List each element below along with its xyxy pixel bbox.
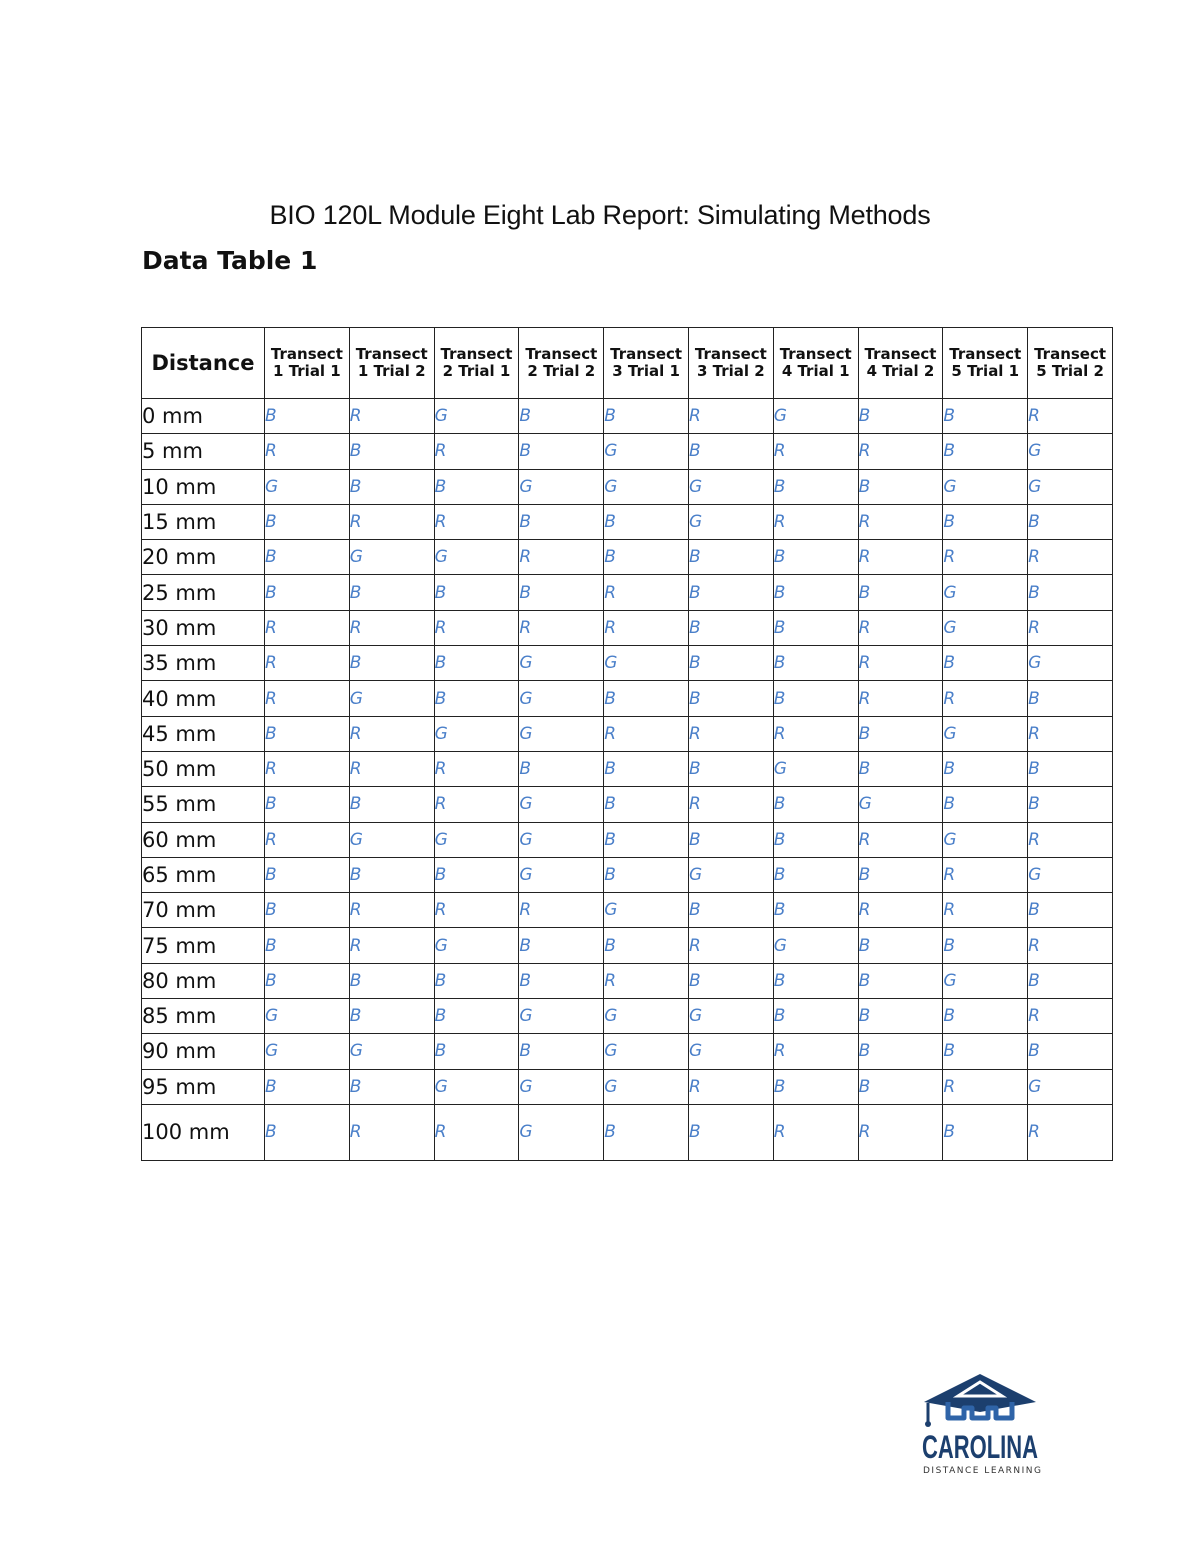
distance-cell: 15 mm (142, 504, 265, 539)
data-cell: G (688, 999, 773, 1034)
data-cell: B (688, 434, 773, 469)
data-cell: G (604, 434, 689, 469)
data-cell: G (434, 716, 519, 751)
data-cell: B (265, 963, 350, 998)
table-row (142, 1069, 1113, 1104)
data-cell: G (265, 1034, 350, 1069)
data-cell: B (519, 434, 604, 469)
data-cell: R (434, 434, 519, 469)
data-cell: B (604, 1104, 689, 1160)
data-cell: R (519, 540, 604, 575)
data-cell: B (773, 822, 858, 857)
data-cell: G (349, 540, 434, 575)
data-cell: G (688, 469, 773, 504)
logo-tagline-text: DISTANCE LEARNING (923, 1466, 1041, 1476)
data-cell: G (688, 857, 773, 892)
data-cell: G (519, 681, 604, 716)
data-cell: B (349, 1069, 434, 1104)
logo-brand-text: CAROLINA (922, 1429, 1038, 1465)
data-cell: B (265, 399, 350, 434)
document-title: BIO 120L Module Eight Lab Report: Simulating Methods (269, 200, 931, 230)
data-cell: B (773, 893, 858, 928)
data-cell: G (604, 999, 689, 1034)
column-header: Transect 5 Trial 1 (943, 328, 1028, 399)
data-cell: B (434, 999, 519, 1034)
data-cell: R (858, 434, 943, 469)
data-cell: B (773, 610, 858, 645)
data-cell: B (858, 575, 943, 610)
data-cell: G (1028, 646, 1113, 681)
data-cell: G (943, 716, 1028, 751)
data-cell: G (519, 787, 604, 822)
data-cell: B (688, 681, 773, 716)
distance-cell: 35 mm (142, 646, 265, 681)
distance-cell: 10 mm (142, 469, 265, 504)
table-row (142, 893, 1113, 928)
table-row (142, 469, 1113, 504)
data-cell: R (773, 434, 858, 469)
distance-header: Distance (142, 328, 265, 399)
data-cell: R (1028, 540, 1113, 575)
column-header: Transect 4 Trial 1 (773, 328, 858, 399)
data-cell: R (688, 716, 773, 751)
table-row (142, 399, 1113, 434)
data-cell: B (858, 1069, 943, 1104)
data-cell: B (943, 751, 1028, 786)
data-cell: B (265, 716, 350, 751)
data-cell: B (349, 646, 434, 681)
data-cell: R (519, 610, 604, 645)
data-cell: B (349, 575, 434, 610)
data-cell: B (858, 857, 943, 892)
data-cell: R (773, 1104, 858, 1160)
distance-cell: 30 mm (142, 610, 265, 645)
data-cell: B (943, 1104, 1028, 1160)
distance-cell: 90 mm (142, 1034, 265, 1069)
data-cell: B (688, 893, 773, 928)
data-cell: R (434, 787, 519, 822)
data-cell: B (434, 646, 519, 681)
data-cell: R (265, 822, 350, 857)
data-cell: B (1028, 787, 1113, 822)
data-cell: B (604, 857, 689, 892)
data-cell: R (434, 610, 519, 645)
data-cell: B (519, 928, 604, 963)
data-cell: R (604, 575, 689, 610)
data-cell: B (858, 999, 943, 1034)
table-row (142, 504, 1113, 539)
data-cell: R (858, 540, 943, 575)
data-cell: B (604, 822, 689, 857)
distance-cell: 85 mm (142, 999, 265, 1034)
data-cell: G (265, 469, 350, 504)
data-cell: B (773, 963, 858, 998)
table-row (142, 999, 1113, 1034)
data-cell: R (858, 646, 943, 681)
data-cell: R (1028, 822, 1113, 857)
data-cell: R (688, 787, 773, 822)
distance-cell: 70 mm (142, 893, 265, 928)
table-row (142, 822, 1113, 857)
data-cell: G (519, 999, 604, 1034)
distance-cell: 60 mm (142, 822, 265, 857)
data-cell: B (943, 1034, 1028, 1069)
column-header: Transect 2 Trial 1 (434, 328, 519, 399)
data-cell: G (265, 999, 350, 1034)
data-cell: B (858, 963, 943, 998)
data-cell: B (434, 575, 519, 610)
data-cell: R (349, 399, 434, 434)
data-cell: B (349, 857, 434, 892)
data-cell: G (604, 1069, 689, 1104)
data-cell: B (265, 928, 350, 963)
data-cell: G (519, 857, 604, 892)
data-cell: B (688, 575, 773, 610)
data-cell: R (688, 1069, 773, 1104)
data-cell: R (688, 399, 773, 434)
data-cell: R (604, 716, 689, 751)
data-cell: R (349, 610, 434, 645)
data-cell: R (773, 504, 858, 539)
table-row (142, 1034, 1113, 1069)
data-cell: R (265, 681, 350, 716)
data-cell: G (688, 504, 773, 539)
data-cell: B (349, 999, 434, 1034)
data-cell: G (943, 963, 1028, 998)
data-cell: B (688, 646, 773, 681)
data-cell: B (688, 1104, 773, 1160)
data-cell: R (349, 1104, 434, 1160)
column-header: Transect 5 Trial 2 (1028, 328, 1113, 399)
table-row (142, 928, 1113, 963)
data-cell: G (1028, 857, 1113, 892)
data-cell: G (519, 469, 604, 504)
data-cell: B (519, 751, 604, 786)
data-cell: R (773, 1034, 858, 1069)
data-cell: B (943, 646, 1028, 681)
data-cell: R (1028, 399, 1113, 434)
data-cell: R (858, 1104, 943, 1160)
data-cell: B (943, 928, 1028, 963)
data-cell: G (434, 822, 519, 857)
data-cell: B (604, 751, 689, 786)
table-row (142, 1104, 1113, 1160)
table-row (142, 857, 1113, 892)
data-cell: G (943, 610, 1028, 645)
data-cell: R (1028, 1104, 1113, 1160)
data-cell: G (773, 928, 858, 963)
data-cell: R (349, 716, 434, 751)
data-cell: B (1028, 504, 1113, 539)
data-cell: B (858, 928, 943, 963)
data-cell: B (688, 751, 773, 786)
data-cell: G (434, 928, 519, 963)
data-cell: R (265, 610, 350, 645)
data-cell: B (943, 787, 1028, 822)
table-row (142, 575, 1113, 610)
data-cell: B (265, 540, 350, 575)
data-cell: B (688, 540, 773, 575)
data-cell: B (604, 787, 689, 822)
data-cell: G (349, 1034, 434, 1069)
column-header: Transect 1 Trial 1 (265, 328, 350, 399)
data-cell: B (604, 504, 689, 539)
data-cell: B (349, 469, 434, 504)
data-cell: B (604, 681, 689, 716)
distance-cell: 0 mm (142, 399, 265, 434)
data-cell: B (349, 434, 434, 469)
data-cell: R (349, 928, 434, 963)
data-cell: B (434, 681, 519, 716)
table-row (142, 646, 1113, 681)
data-cell: G (1028, 434, 1113, 469)
data-cell: R (943, 540, 1028, 575)
data-cell: G (349, 681, 434, 716)
data-cell: G (688, 1034, 773, 1069)
data-cell: B (943, 399, 1028, 434)
data-cell: R (858, 610, 943, 645)
data-cell: G (519, 646, 604, 681)
data-cell: G (434, 1069, 519, 1104)
data-cell: B (1028, 963, 1113, 998)
data-cell: G (773, 399, 858, 434)
table-row (142, 787, 1113, 822)
data-cell: G (519, 1069, 604, 1104)
data-cell: G (1028, 469, 1113, 504)
data-cell: R (349, 504, 434, 539)
data-table (141, 327, 1113, 1161)
table-row (142, 751, 1113, 786)
distance-cell: 40 mm (142, 681, 265, 716)
data-cell: R (943, 681, 1028, 716)
table-body (142, 399, 1113, 1161)
distance-cell: 55 mm (142, 787, 265, 822)
data-cell: B (349, 787, 434, 822)
column-header: Transect 3 Trial 1 (604, 328, 689, 399)
data-cell: B (688, 610, 773, 645)
data-cell: R (519, 893, 604, 928)
table-row (142, 681, 1113, 716)
data-cell: R (1028, 716, 1113, 751)
data-cell: R (265, 646, 350, 681)
data-cell: B (604, 399, 689, 434)
distance-cell: 100 mm (142, 1104, 265, 1160)
data-cell: B (434, 857, 519, 892)
data-cell: B (1028, 751, 1113, 786)
data-cell: B (519, 399, 604, 434)
table-row (142, 963, 1113, 998)
table-row (142, 434, 1113, 469)
data-cell: G (434, 399, 519, 434)
data-cell: R (349, 893, 434, 928)
data-cell: B (1028, 681, 1113, 716)
data-cell: B (265, 575, 350, 610)
data-cell: G (519, 1104, 604, 1160)
data-cell: B (604, 540, 689, 575)
data-cell: B (688, 822, 773, 857)
data-cell: B (519, 575, 604, 610)
data-cell: B (773, 646, 858, 681)
distance-cell: 25 mm (142, 575, 265, 610)
table-row (142, 716, 1113, 751)
distance-cell: 75 mm (142, 928, 265, 963)
data-cell: B (265, 1104, 350, 1160)
data-cell: B (349, 963, 434, 998)
data-cell: G (773, 751, 858, 786)
table-row (142, 540, 1113, 575)
data-cell: B (434, 469, 519, 504)
table-heading: Data Table 1 (142, 246, 318, 275)
data-cell: R (434, 1104, 519, 1160)
data-cell: B (773, 681, 858, 716)
data-cell: G (349, 822, 434, 857)
data-cell: R (858, 822, 943, 857)
data-cell: B (773, 999, 858, 1034)
data-cell: B (434, 963, 519, 998)
data-cell: B (265, 504, 350, 539)
data-cell: B (773, 575, 858, 610)
data-cell: G (943, 469, 1028, 504)
data-cell: G (604, 646, 689, 681)
column-header: Transect 2 Trial 2 (519, 328, 604, 399)
data-cell: B (265, 787, 350, 822)
data-cell: G (604, 469, 689, 504)
data-cell: G (943, 822, 1028, 857)
data-cell: B (773, 469, 858, 504)
data-cell: B (519, 504, 604, 539)
data-cell: R (604, 610, 689, 645)
data-cell: R (1028, 928, 1113, 963)
column-header: Transect 3 Trial 2 (688, 328, 773, 399)
data-cell: R (943, 893, 1028, 928)
data-cell: R (688, 928, 773, 963)
data-cell: B (943, 999, 1028, 1034)
distance-cell: 80 mm (142, 963, 265, 998)
data-cell: R (1028, 999, 1113, 1034)
data-cell: G (519, 822, 604, 857)
distance-cell: 50 mm (142, 751, 265, 786)
data-cell: B (604, 928, 689, 963)
data-cell: B (1028, 893, 1113, 928)
distance-cell: 45 mm (142, 716, 265, 751)
data-cell: B (858, 399, 943, 434)
data-cell: R (773, 716, 858, 751)
data-cell: G (858, 787, 943, 822)
data-cell: R (434, 893, 519, 928)
column-header: Transect 1 Trial 2 (349, 328, 434, 399)
data-cell: B (265, 1069, 350, 1104)
distance-cell: 20 mm (142, 540, 265, 575)
data-cell: B (519, 1034, 604, 1069)
data-cell: B (688, 963, 773, 998)
data-cell: B (943, 434, 1028, 469)
data-cell: B (265, 857, 350, 892)
data-cell: B (1028, 1034, 1113, 1069)
data-cell: G (604, 1034, 689, 1069)
data-cell: G (519, 716, 604, 751)
data-cell: B (858, 751, 943, 786)
data-cell: R (1028, 610, 1113, 645)
data-cell: B (773, 857, 858, 892)
table-row (142, 610, 1113, 645)
data-cell: B (519, 963, 604, 998)
data-cell: R (943, 857, 1028, 892)
distance-cell: 95 mm (142, 1069, 265, 1104)
data-cell: G (604, 893, 689, 928)
data-cell: B (773, 1069, 858, 1104)
data-cell: B (773, 540, 858, 575)
data-cell: R (858, 681, 943, 716)
distance-cell: 5 mm (142, 434, 265, 469)
data-cell: B (858, 469, 943, 504)
data-cell: R (943, 1069, 1028, 1104)
data-cell: R (265, 751, 350, 786)
data-cell: B (858, 716, 943, 751)
data-cell: R (858, 504, 943, 539)
data-cell: B (1028, 575, 1113, 610)
data-cell: B (265, 893, 350, 928)
header-row (142, 328, 1113, 399)
data-cell: R (604, 963, 689, 998)
data-cell: B (943, 504, 1028, 539)
column-header: Transect 4 Trial 2 (858, 328, 943, 399)
data-cell: R (265, 434, 350, 469)
data-cell: G (1028, 1069, 1113, 1104)
distance-cell: 65 mm (142, 857, 265, 892)
data-cell: B (858, 1034, 943, 1069)
data-cell: G (943, 575, 1028, 610)
data-cell: R (434, 504, 519, 539)
carolina-logo (920, 1372, 1046, 1477)
data-cell: B (434, 1034, 519, 1069)
data-cell: B (773, 787, 858, 822)
data-cell: R (349, 751, 434, 786)
data-cell: R (858, 893, 943, 928)
data-cell: R (434, 751, 519, 786)
data-cell: G (434, 540, 519, 575)
